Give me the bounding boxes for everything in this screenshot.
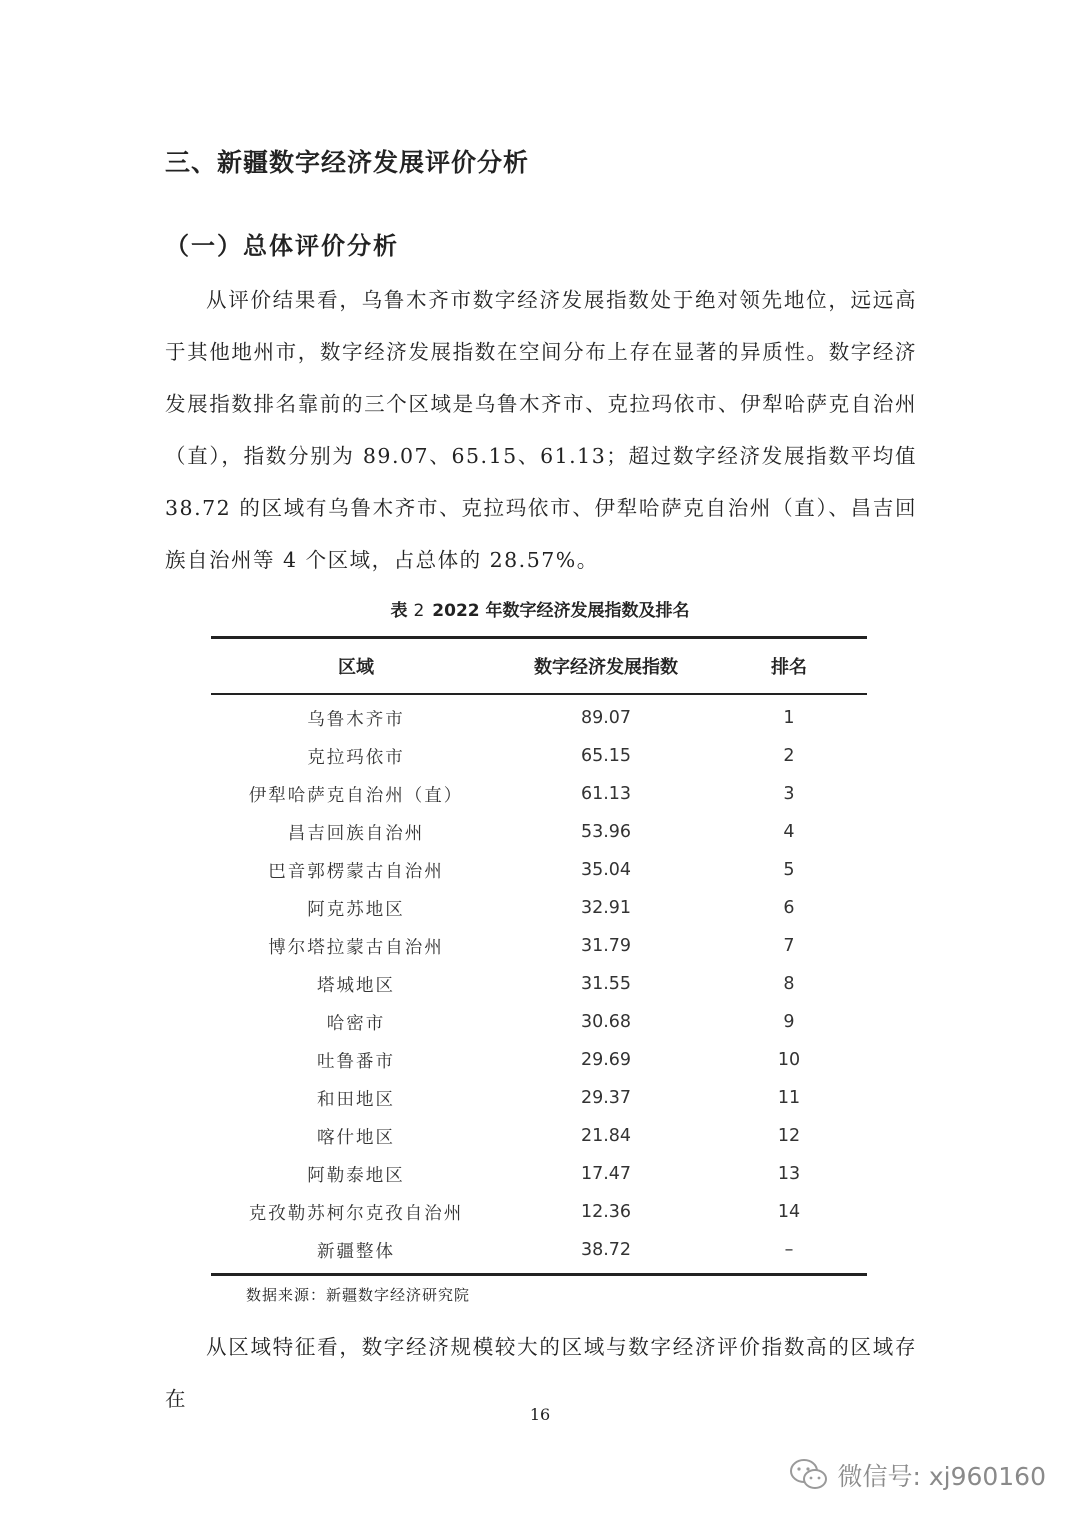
- cell-region: 哈密市: [326, 1013, 386, 1034]
- cell-index: 38.72: [580, 1240, 632, 1260]
- cell-index: 30.68: [580, 1012, 632, 1032]
- cell-region: 和田地区: [317, 1089, 395, 1110]
- cell-region: 阿克苏地区: [307, 899, 405, 920]
- data-source-note: 数据来源：新疆数字经济研究院: [246, 1286, 471, 1304]
- header-index: 数字经济发展指数: [501, 638, 711, 695]
- cell-rank: 13: [777, 1164, 801, 1184]
- cell-rank: 9: [783, 1012, 795, 1032]
- table-row: [211, 737, 867, 775]
- cell-region: 昌吉回族自治州: [287, 823, 425, 844]
- cell-index: 29.37: [580, 1088, 632, 1108]
- cell-index: 35.04: [580, 860, 632, 880]
- cell-index: 31.79: [580, 936, 632, 956]
- table-row: [211, 1231, 867, 1275]
- cell-index: 21.84: [580, 1126, 632, 1146]
- table-caption-prefix: 表: [390, 601, 408, 621]
- cell-region: 博尔塔拉蒙古自治州: [268, 937, 444, 958]
- page-number: 16: [529, 1405, 551, 1424]
- table-row: [211, 1117, 867, 1155]
- cell-region: 克拉玛依市: [307, 747, 405, 768]
- paragraph-overall-evaluation: 从评价结果看，乌鲁木齐市数字经济发展指数处于绝对领先地位，远远高于其他地州市，数字经济发展指数在空间分布上存在显著的异质性。数字经济发展指数排名靠前的三个区域是乌鲁木齐市、克拉玛依市、伊犁哈萨克自治州（直），指数分别为 89.07、65.15、61.13；超过数字经济发展指数平均值 38.72 的区域有乌鲁木齐市、克拉玛依市、伊犁哈萨克自治州（直）、昌吉回族自治州等 4 个区域，占总体的 28.57%。: [165, 288, 917, 572]
- cell-index: 29.69: [580, 1050, 632, 1070]
- cell-region: 克孜勒苏柯尔克孜自治州: [248, 1203, 464, 1224]
- table-row: [211, 1193, 867, 1231]
- table-caption: [0, 596, 1080, 621]
- table-header-row: [211, 638, 867, 695]
- cell-rank: 2: [783, 746, 795, 766]
- subsection-heading: （一）总体评价分析: [165, 231, 399, 260]
- table-row: [211, 775, 867, 813]
- table-row: [211, 694, 867, 737]
- digital-economy-index-table: [211, 636, 867, 1276]
- cell-index: 53.96: [580, 822, 632, 842]
- table-body: [211, 694, 867, 1275]
- wechat-icon: [789, 1458, 829, 1492]
- cell-rank: 3: [783, 784, 795, 804]
- section-heading: 三、新疆数字经济发展评价分析: [165, 148, 530, 177]
- table-row: [211, 851, 867, 889]
- header-region: 区域: [211, 638, 501, 695]
- cell-rank: 1: [783, 708, 795, 728]
- table-row: [211, 813, 867, 851]
- table-row: [211, 1041, 867, 1079]
- cell-rank: 6: [783, 898, 795, 918]
- table-row: [211, 927, 867, 965]
- cell-rank: 8: [783, 974, 795, 994]
- cell-region: 喀什地区: [317, 1127, 395, 1148]
- cell-rank: 10: [777, 1050, 801, 1070]
- cell-rank: 11: [777, 1088, 801, 1108]
- cell-region: 阿勒泰地区: [307, 1165, 405, 1186]
- cell-rank: –: [784, 1240, 794, 1260]
- cell-index: 17.47: [580, 1164, 632, 1184]
- cell-region: 伊犁哈萨克自治州（直）: [248, 785, 464, 806]
- cell-index: 65.15: [580, 746, 632, 766]
- wechat-watermark: [789, 1457, 1046, 1493]
- cell-rank: 7: [783, 936, 795, 956]
- cell-rank: 12: [777, 1126, 801, 1146]
- cell-index: 32.91: [580, 898, 632, 918]
- table-row: [211, 1155, 867, 1193]
- table-row: [211, 889, 867, 927]
- cell-region: 巴音郭楞蒙古自治州: [268, 861, 444, 882]
- table-caption-number: 2: [413, 601, 425, 621]
- cell-index: 61.13: [580, 784, 632, 804]
- cell-region: 塔城地区: [317, 975, 395, 996]
- table-row: [211, 1003, 867, 1041]
- table-caption-title: 2022 年数字经济发展指数及排名: [432, 601, 690, 621]
- cell-region: 乌鲁木齐市: [307, 709, 405, 730]
- header-rank: 排名: [711, 638, 867, 695]
- watermark-text: 微信号: xj960160: [837, 1462, 1046, 1491]
- paragraph-regional-features: 从区域特征看，数字经济规模较大的区域与数字经济评价指数高的区域存在: [165, 1335, 917, 1411]
- cell-rank: 14: [777, 1202, 801, 1222]
- cell-rank: 5: [783, 860, 795, 880]
- cell-region: 新疆整体: [317, 1241, 395, 1262]
- table-row: [211, 1079, 867, 1117]
- cell-rank: 4: [783, 822, 795, 842]
- cell-index: 31.55: [580, 974, 632, 994]
- cell-index: 12.36: [580, 1202, 632, 1222]
- table-row: [211, 965, 867, 1003]
- cell-index: 89.07: [580, 708, 632, 728]
- cell-region: 吐鲁番市: [317, 1051, 395, 1072]
